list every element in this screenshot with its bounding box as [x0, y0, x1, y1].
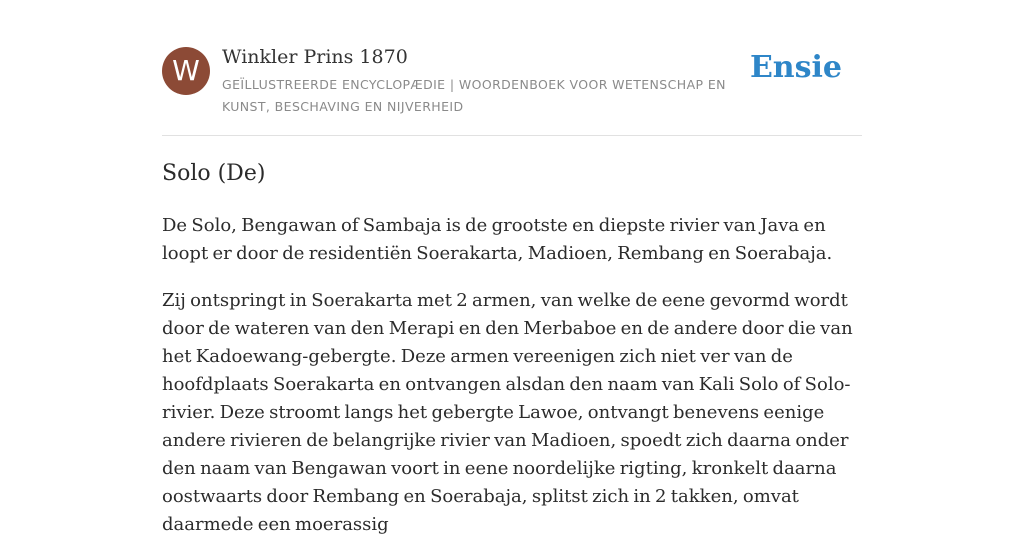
source-subtitle: GEÏLLUSTREERDE ENCYCLOPÆDIE | WOORDENBOEK VOOR WETENSCHAP EN KUNST, BESCHAVING EN NIJVERHEID	[222, 77, 726, 114]
article	[162, 156, 872, 539]
article-title: Solo (De)	[162, 161, 266, 186]
source-header	[162, 44, 862, 134]
source-title[interactable]: Winkler Prins 1870	[222, 46, 408, 68]
source-avatar[interactable]: W	[162, 47, 210, 95]
article-paragraph: Zij ontspringt in Soerakarta met 2 armen, van welke de eene gevormd wordt door de wateren van den Merapi en den Merbaboe en de andere door die van het Kadoewang-gebergte. Deze armen vereenigen zich niet ver van de hoofdplaats Soerakarta en ontvangen alsdan den naam van Kali Solo of Solo-rivier. Deze stroomt langs het gebergte Lawoe, ontvangt benevens eenige andere rivieren de belangrijke rivier van Madioen, spoedt zich daarna onder den naam van Bengawan voort in eene noordelijke rigting, kronkelt daarna oostwaarts door Rembang en Soerabaja, splitst zich in 2 takken, omvat daarmede een moerassig	[162, 290, 853, 535]
article-paragraph: De Solo, Bengawan of Sambaja is de grootste en diepste rivier van Java en loopt er door de residentiën Soerakarta, Madioen, Rembang en Soerabaja.	[162, 215, 833, 264]
header-divider	[162, 135, 862, 136]
ensie-logo[interactable]: Ensie	[749, 50, 842, 85]
